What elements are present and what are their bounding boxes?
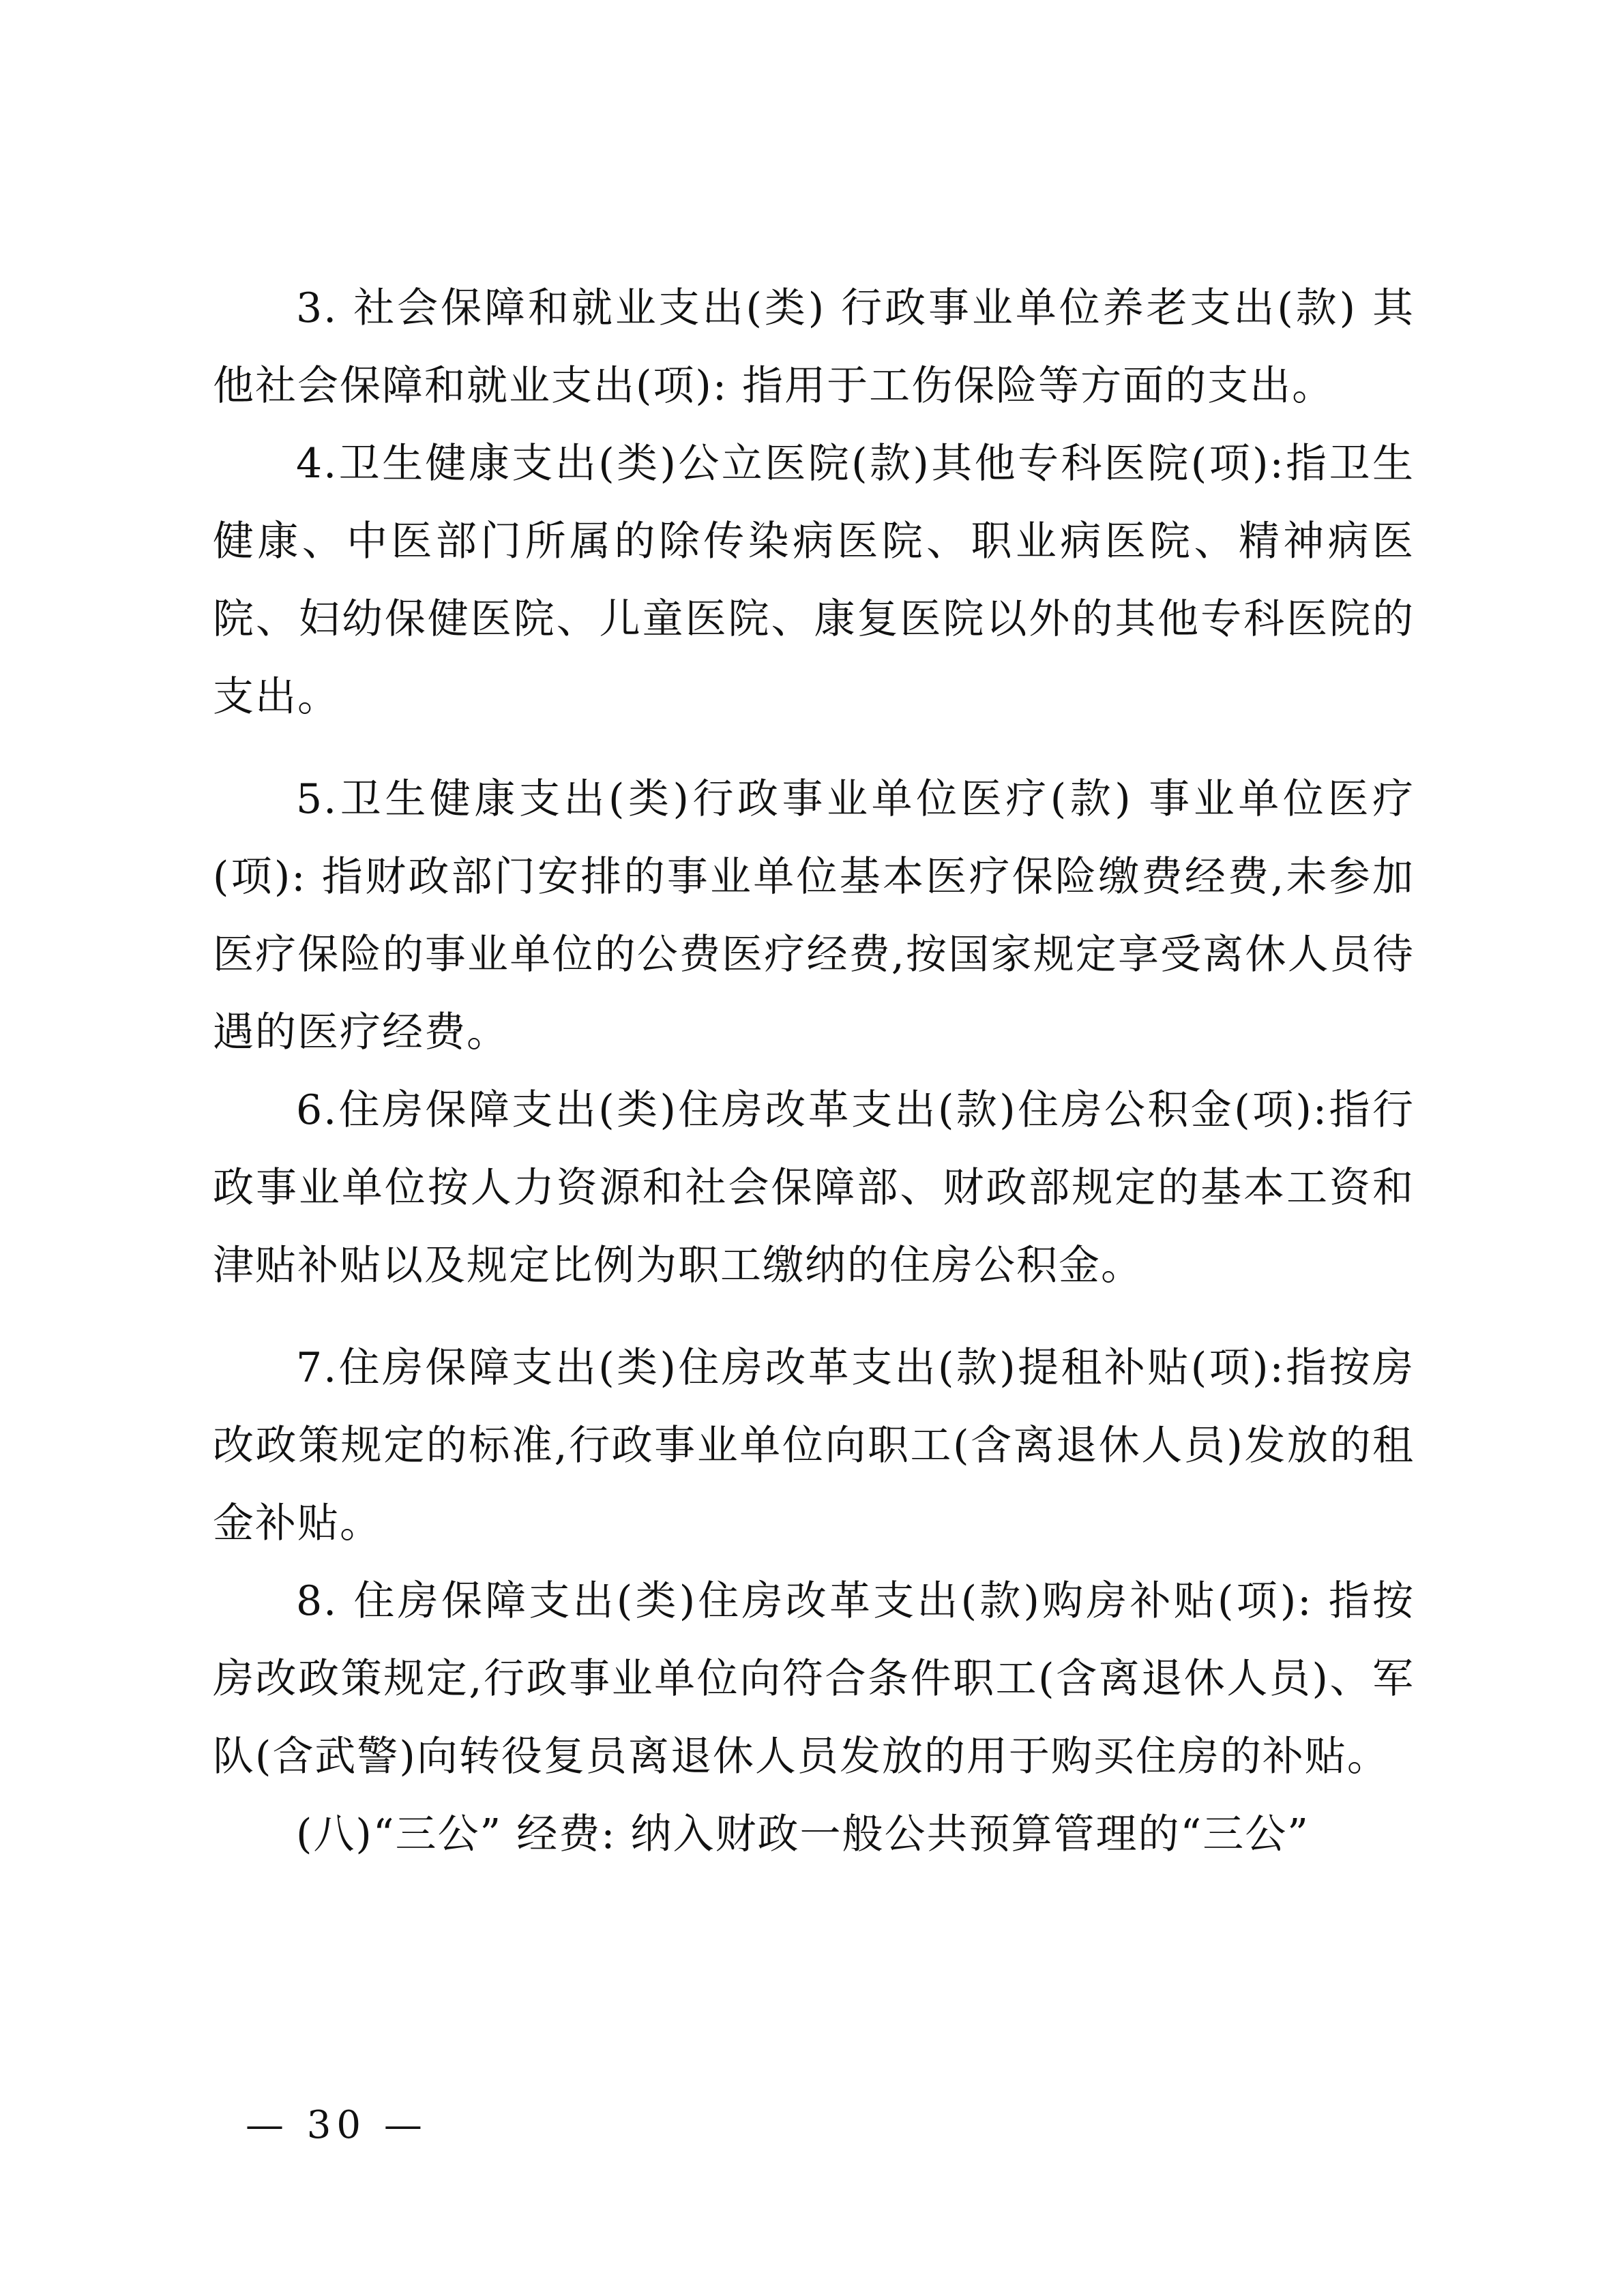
paragraph-6: 6.住房保障支出(类)住房改革支出(款)住房公积金(项):指行政事业单位按人力资源和社会保障部、财政部规定的基本工资和津贴补贴以及规定比例为职工缴纳的住房公积金。 — [213, 1086, 1415, 1289]
paragraph-3: 3. 社会保障和就业支出(类) 行政事业单位养老支出(款) 其他社会保障和就业支出(项): 指用于工伤保险等方面的支出。 — [213, 284, 1415, 410]
page-number: — 30 — — [246, 2103, 428, 2147]
paragraph-8: 8. 住房保障支出(类)住房改革支出(款)购房补贴(项): 指按房改政策规定,行政事业单位向符合条件职工(含离退休人员)、军队(含武警)向转役复员离退休人员发放的用于购买住房的补贴。 — [213, 1577, 1415, 1780]
paragraph-4: 4.卫生健康支出(类)公立医院(款)其他专科医院(项):指卫生健康、中医部门所属的除传染病医院、职业病医院、精神病医院、妇幼保健医院、儿童医院、康复医院以外的其他专科医院的支出。 — [213, 440, 1415, 721]
document-body — [213, 269, 1415, 1873]
paragraph-7: 7.住房保障支出(类)住房改革支出(款)提租补贴(项):指按房改政策规定的标准,行政事业单位向职工(含离退休人员)发放的租金补贴。 — [213, 1344, 1415, 1547]
paragraph-5: 5.卫生健康支出(类)行政事业单位医疗(款) 事业单位医疗(项): 指财政部门安排的事业单位基本医疗保险缴费经费,未参加医疗保险的事业单位的公费医疗经费,按国家规定享受离休人员待遇的医疗经费。 — [213, 775, 1415, 1056]
paragraph-section-8: (八)“三公” 经费: 纳入财政一般公共预算管理的“三公” — [296, 1810, 1310, 1858]
